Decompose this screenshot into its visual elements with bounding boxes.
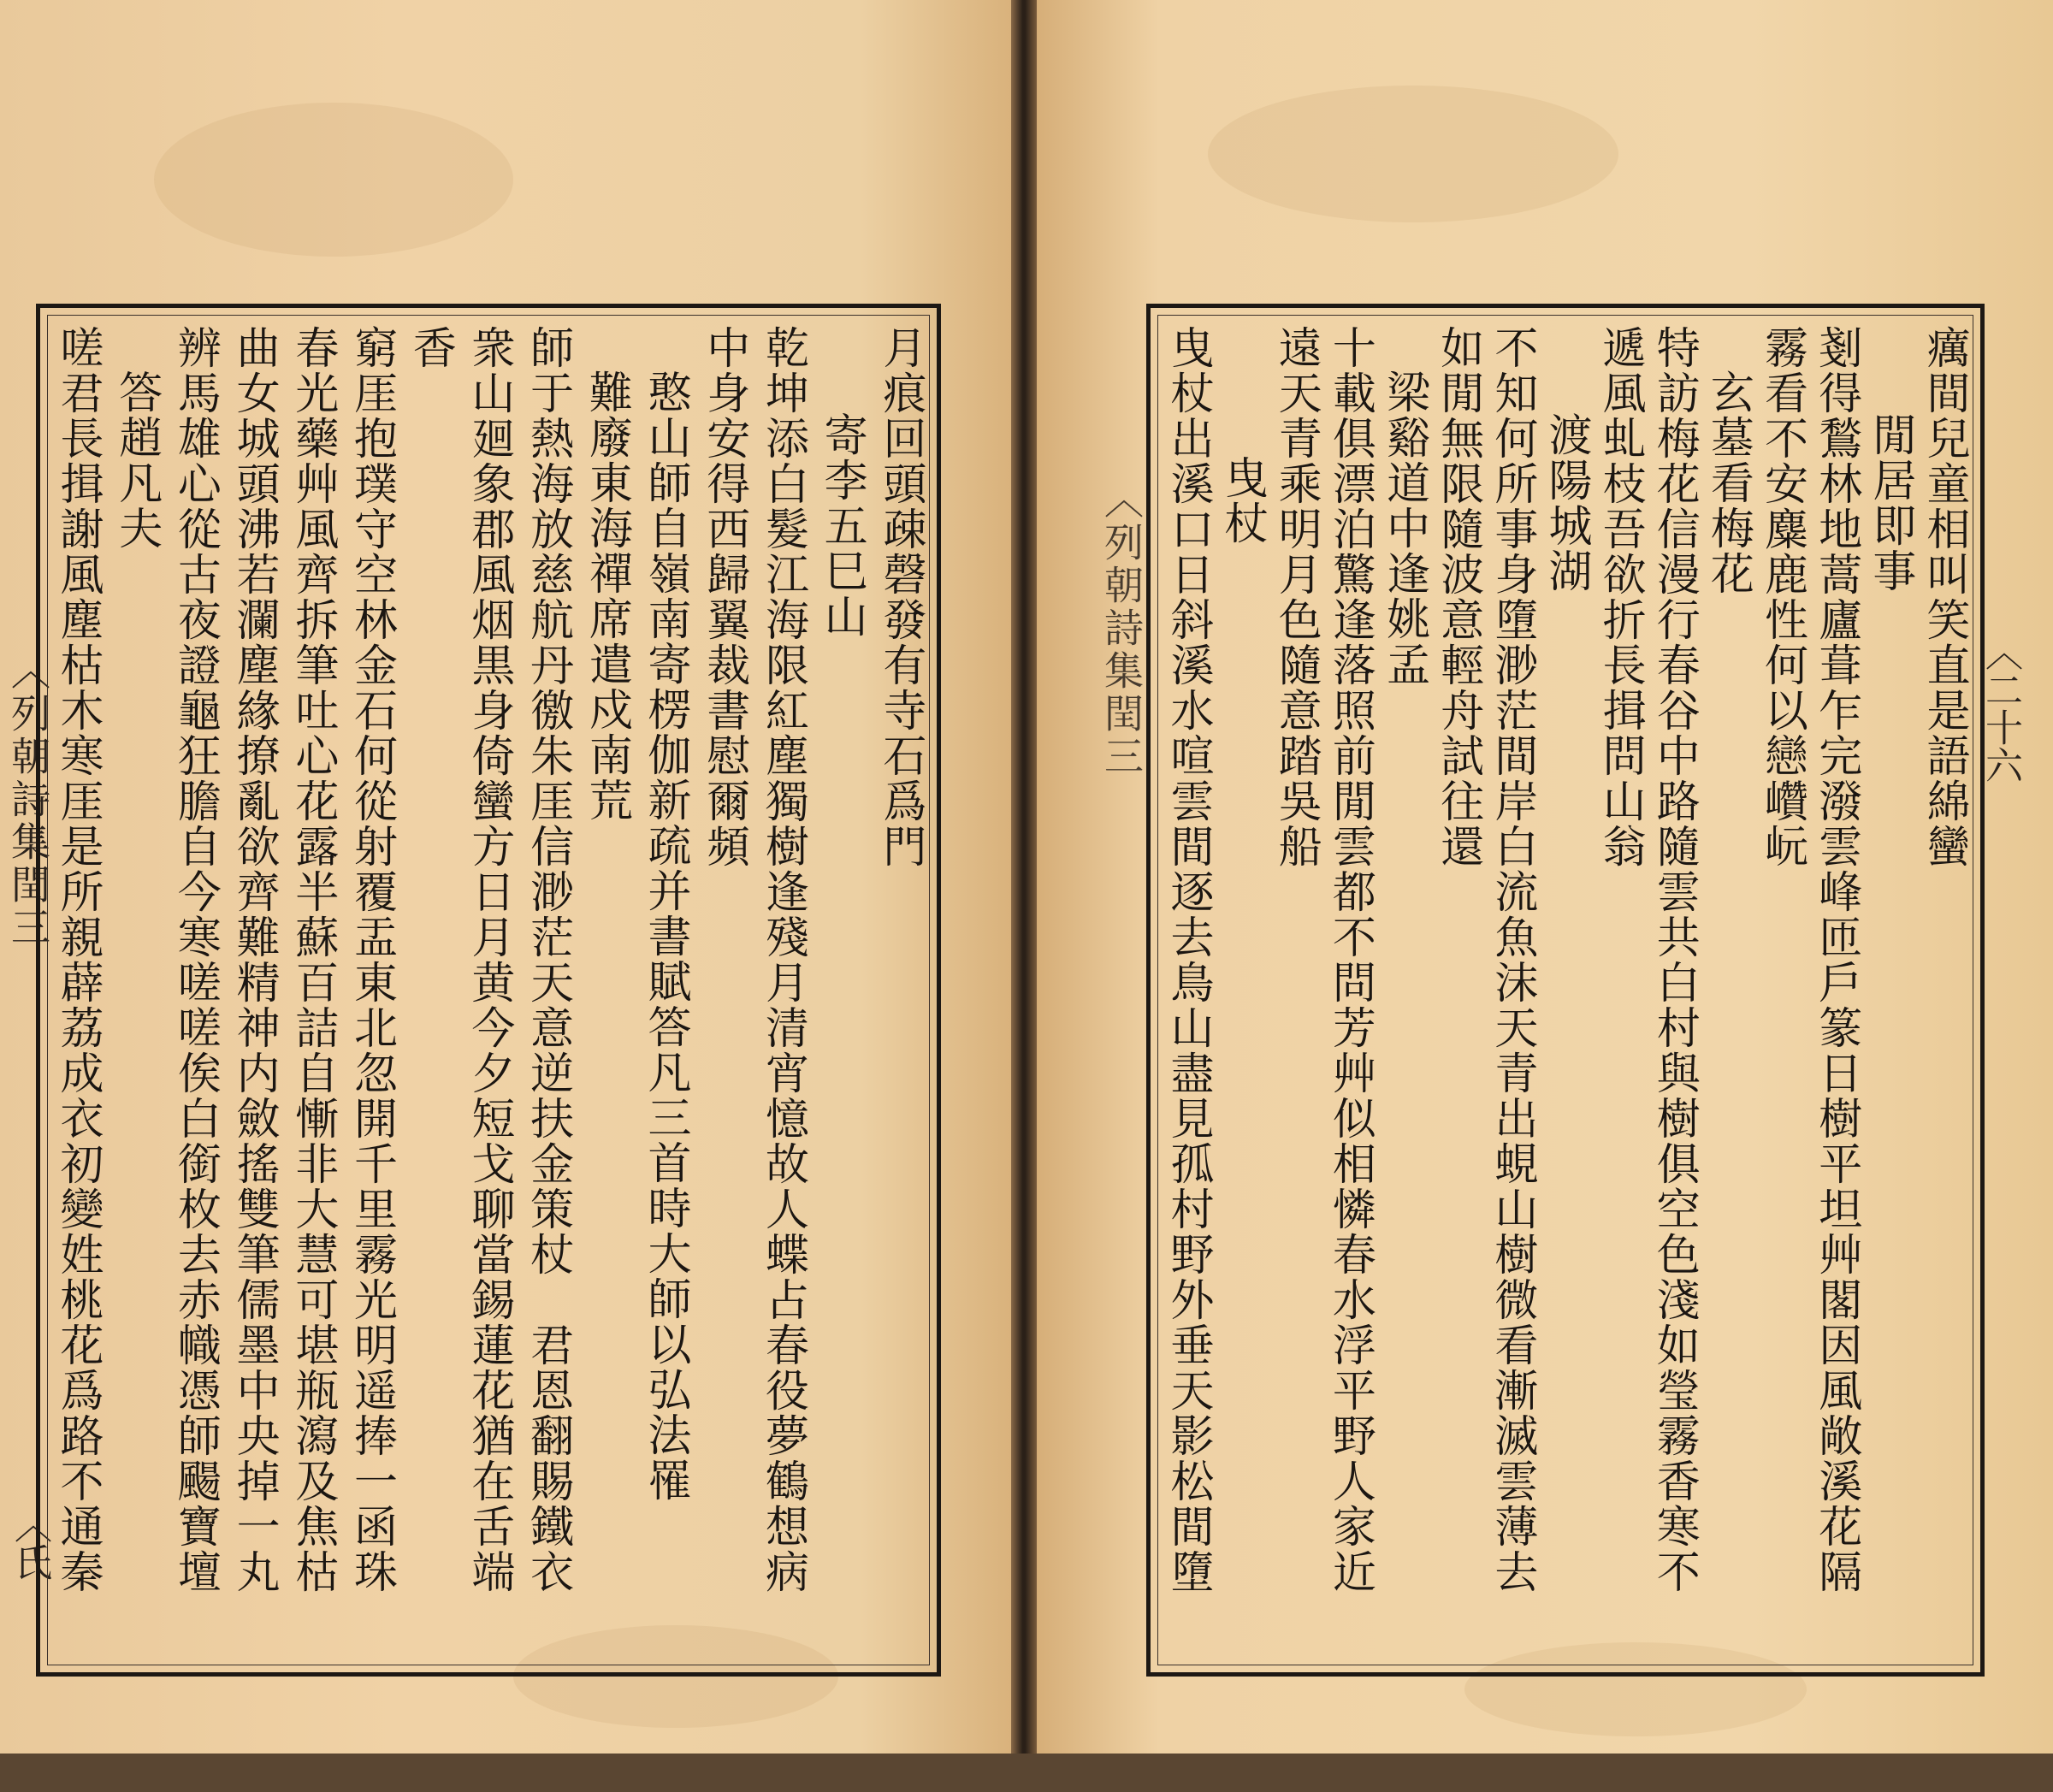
right-text-column: 梁谿道中逢姚孟 [1378, 370, 1429, 687]
left-page [0, 0, 1011, 1792]
right-text-column: 閒居即事 [1864, 412, 1915, 594]
left-text-column: 乾坤添白髮江海限紅塵獨樹逢殘月清宵憶故人蝶占春役夢鶴想病 [757, 325, 808, 1594]
right-text-column: 玄墓看梅花 [1702, 370, 1754, 596]
left-text-column: 曲女城頭沸若瀾塵緣撩亂欲齊難精神内斂搖雙筆儒墨中央掉一丸 [228, 325, 280, 1594]
left-text-column: 春光藥艸風齊拆筆吐心花露半蘇百詰自慚非大慧可堪瓶瀉及焦枯 [287, 325, 338, 1594]
left-text-column: 衆山廻象郡風烟黒身倚蠻方日月黄今夕短戈聊當錫蓮花猶在舌端 [463, 325, 514, 1594]
right-text-columns [1161, 325, 1970, 1655]
left-page-number: 〈氏 [8, 1505, 51, 1581]
left-text-columns [50, 325, 926, 1655]
right-text-column: 渡陽城湖 [1540, 412, 1591, 594]
left-margin-title: 〈列朝詩集閏三 [5, 650, 51, 949]
left-text-column: 難廢東海禪席遣戍南荒 [581, 370, 632, 823]
right-text-column: 特訪梅花信漫行春谷中路隨雲共白村與樹俱空色淺如瑩霧香寒不 [1648, 325, 1700, 1594]
left-text-column: 憨山師自嶺南寄楞伽新疏并書賦答凡三首時大師以弘法罹 [640, 370, 691, 1503]
right-text-column: 如閒無限隨波意輕舟試往還 [1432, 325, 1483, 869]
right-text-column: 曳杖出溪口日斜溪水喧雲間逐去鳥山盡見孤村野外垂天影松間墮 [1163, 325, 1213, 1594]
left-text-column: 答趙凡夫 [110, 370, 162, 551]
right-text-column: 曳杖 [1216, 455, 1268, 546]
left-text-column: 辨馬雄心從古夜證龜狂膽自今寒嗟嗟俟白銜枚去赤幟憑師颺寶壇 [169, 325, 221, 1594]
bottom-edge [0, 1754, 2053, 1792]
right-margin-title: 〈列朝詩集閏三 [1098, 479, 1145, 778]
right-page-number: 〈二十六 [1979, 633, 2022, 784]
right-text-column: 癘間兒童相叫笑直是語綿蠻 [1918, 325, 1969, 869]
right-text-column: 剗得鶖林地蒿廬葺乍完潑雲峰匝戶篆日樹平坦艸閣因風敞溪花隔 [1810, 325, 1861, 1594]
right-text-column: 霧看不安麋鹿性何以戀巑岏 [1756, 325, 1807, 869]
left-text-column: 嗟君長揖謝風塵枯木寒厓是所親薜荔成衣初變姓桃花爲路不通秦 [52, 325, 103, 1594]
right-text-column: 遠天青乘明月色隨意踏吳船 [1270, 325, 1322, 869]
left-text-column: 師于熱海放慈航丹徼朱厓信渺茫天意逆扶金策杖 君恩翻賜鐵衣 [522, 325, 573, 1594]
right-text-column: 十載俱漂泊驚逢落照前閒雲都不問芳艸似相憐春水浮平野人家近 [1324, 325, 1376, 1594]
left-text-column: 中身安得西歸翼裁書慰爾頻 [698, 325, 749, 869]
right-text-column: 遞風虬枝吾欲折長揖問山翁 [1594, 325, 1646, 869]
left-text-column: 窮厓抱璞守空林金石何從射覆盂東北忽開千里霧光明遥捧一函珠 [346, 325, 397, 1594]
right-text-frame [1146, 304, 1985, 1677]
left-text-frame [36, 304, 941, 1677]
left-text-column: 寄李五巳山 [816, 412, 867, 639]
left-text-column: 月痕回頭疎磬發有寺石爲門 [874, 325, 926, 869]
book-gutter [1011, 0, 1037, 1792]
left-text-column: 香 [405, 325, 456, 370]
right-text-column: 不知何所事身墮渺茫間岸白流魚沫天青出蜆山樹微看漸滅雲薄去 [1486, 325, 1537, 1594]
